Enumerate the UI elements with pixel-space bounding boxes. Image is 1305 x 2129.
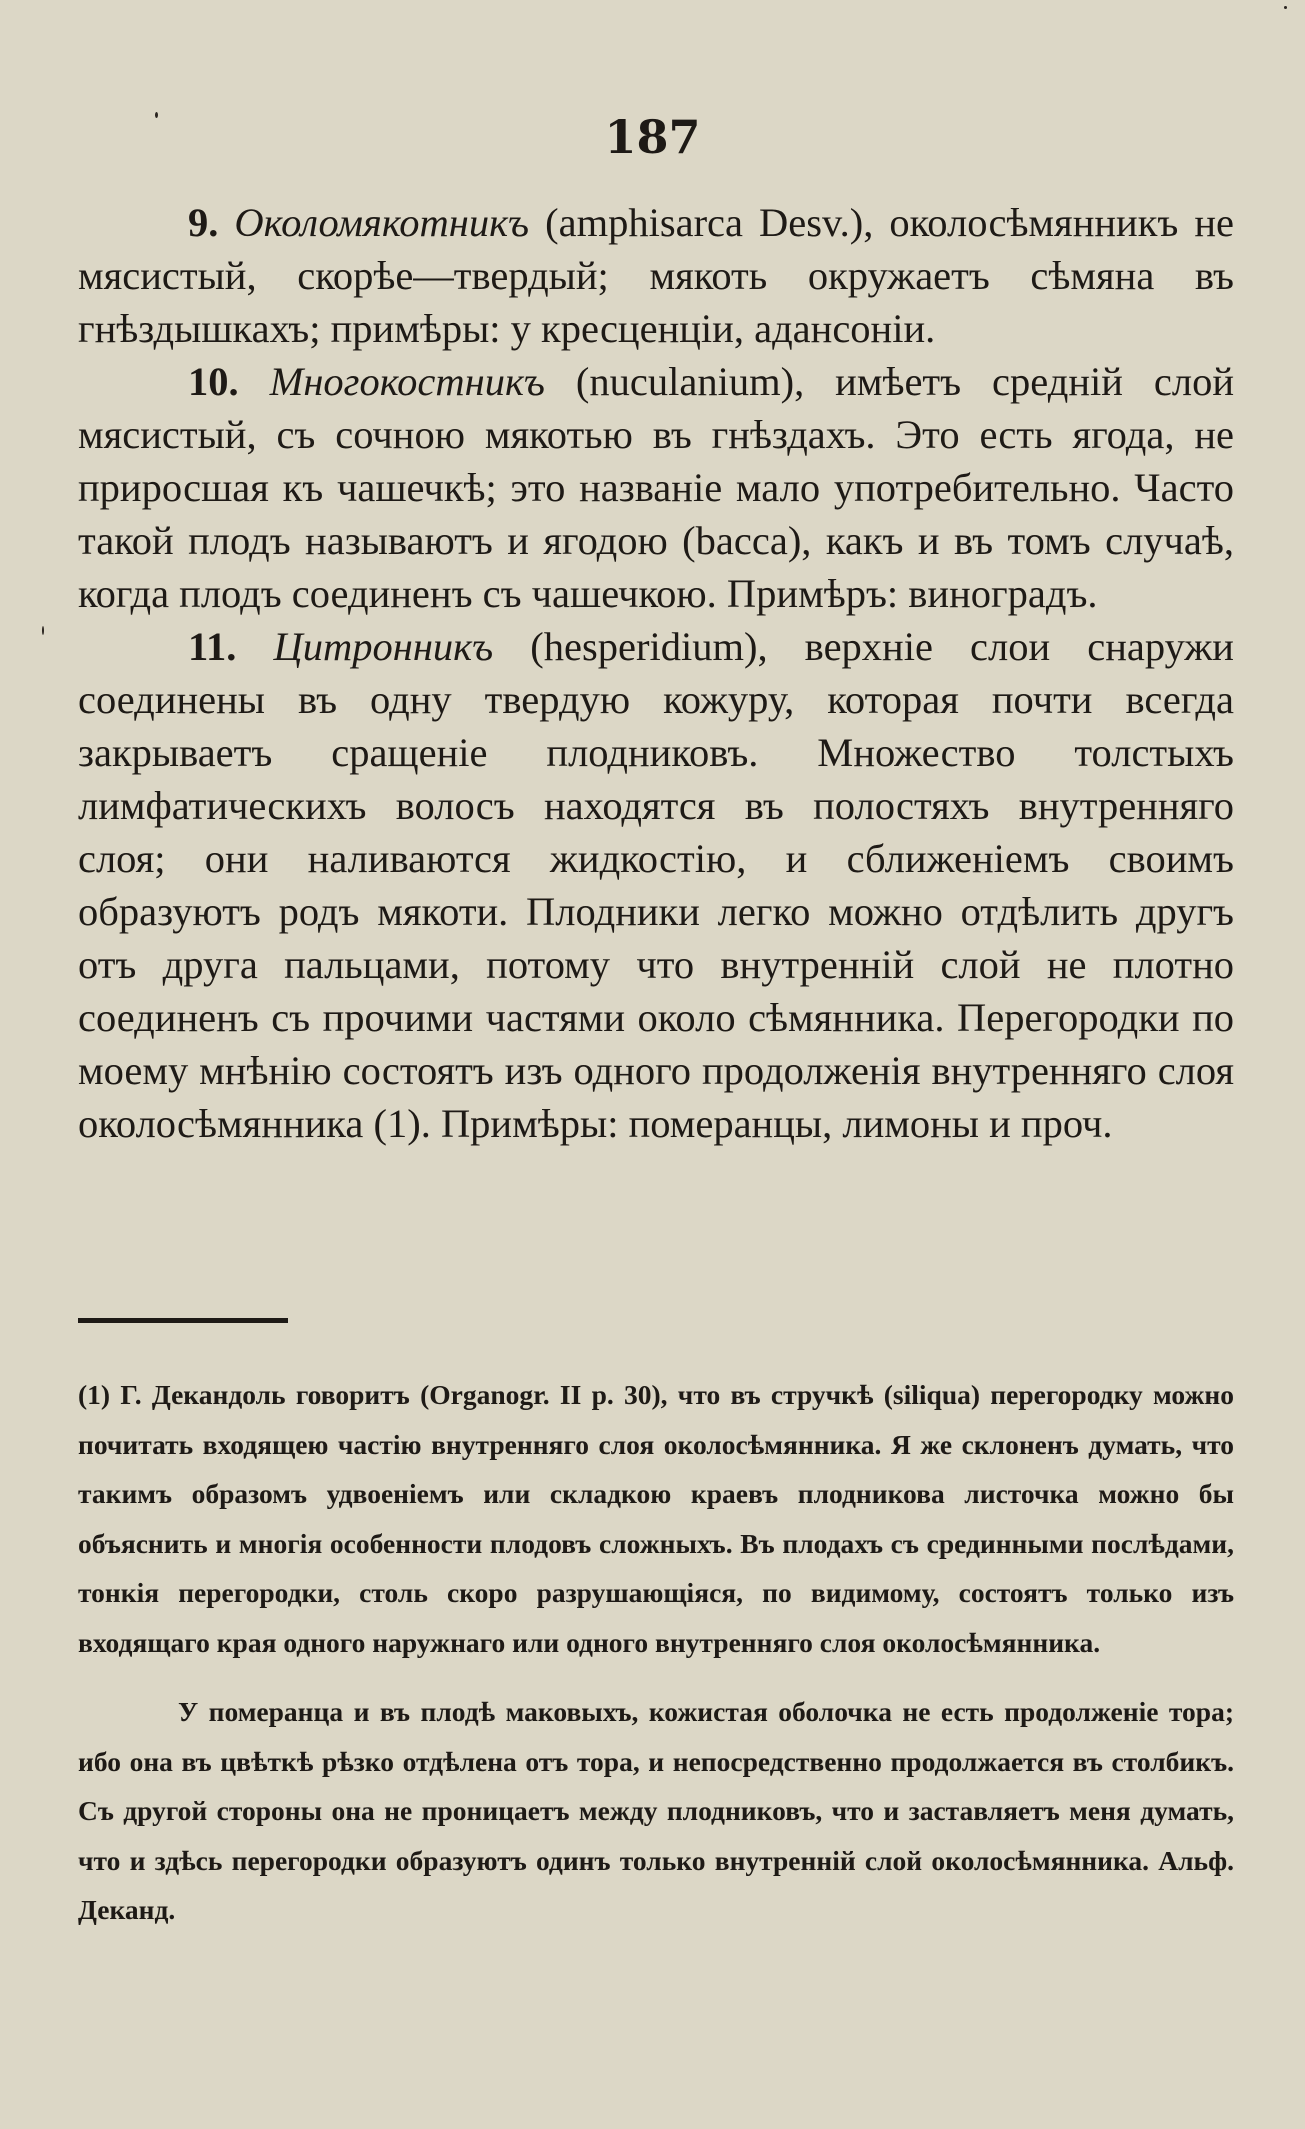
footnote-divider (78, 1318, 288, 1323)
item-number: 9. (188, 200, 219, 245)
footnote-paragraph: (1) Г. Декандоль говоритъ (Organogr. II p. 30), что въ стручкѣ (siliqua) перегородку можно почитать входящею частію внутренняго слоя околосѣмянника. Я же склоненъ думать, что такимъ образомъ удвоеніемъ или складкою краевъ плодникова листочка можно бы объяснить и многія особенности плодовъ сложныхъ. Въ плодахъ съ срединными послѣдами, тонкія перегородки, столь скоро разрушающіяся, по видимому, состоятъ только изъ входящаго края одного наружнаго или одного внутренняго слоя околосѣмянника. (78, 1379, 1234, 1658)
footnote (78, 1370, 1234, 1935)
main-text (78, 196, 1234, 1150)
term-name: Цитронникъ (273, 624, 494, 669)
item-number: 11. (188, 624, 237, 669)
item-number: 10. (188, 359, 239, 404)
paragraph-9 (78, 196, 1234, 355)
paragraph-body: (hesperidium), верхніе слои снаружи соединены въ одну твердую кожуру, которая почти всегда закрываетъ сращеніе плодниковъ. Множество толстыхъ лимфатическихъ волосъ находятся въ полостяхъ внутренняго слоя; они наливаются жидкостію, и сближеніемъ своимъ образуютъ родъ мякоти. Плодники легко можно отдѣлить другъ отъ друга пальцами, потому что внутренній слой не плотно соединенъ съ прочими частями около сѣмянника. Перегородки по моему мнѣнію состоятъ изъ одного продолженія внутренняго слоя околосѣмянника (1). Примѣры: померанцы, лимоны и проч. (78, 624, 1234, 1146)
term-name: Околомякотникъ (234, 200, 530, 245)
footnote-paragraph: У померанца и въ плодѣ маковыхъ, кожистая оболочка не есть продолженіе тора; ибо она въ цвѣткѣ рѣзко отдѣлена отъ тора, и непосредственно продолжается въ столбикъ. Съ другой стороны она не проницаетъ между плодниковъ, что и заставляетъ меня думать, что и здѣсь перегородки образуютъ одинъ только внутренній слой околосѣмянника. Альф. Деканд. (78, 1696, 1234, 1925)
ink-speck (1284, 6, 1287, 9)
paragraph-body: (amphisarca Desv.), околосѣмянникъ не мясистый, скорѣе—твердый; мякоть окружаетъ сѣмяна въ гнѣздышкахъ; примѣры: у кресценціи, адансоніи. (78, 200, 1235, 351)
ink-speck (42, 626, 44, 635)
paragraph-body: (nuculanium), имѣетъ средній слой мясистый, съ сочною мякотью въ гнѣздахъ. Это есть ягода, не приросшая къ чашечкѣ; это названіе мало употребительно. Часто такой плодъ называютъ и ягодою (bacca), какъ и въ томъ случаѣ, когда плодъ соединенъ съ чашечкою. Примѣръ: виноградъ. (78, 359, 1234, 616)
paragraph-11 (78, 620, 1234, 1150)
term-name: Многокостникъ (269, 359, 545, 404)
page-number: 187 (604, 110, 701, 164)
paragraph-10 (78, 355, 1234, 620)
